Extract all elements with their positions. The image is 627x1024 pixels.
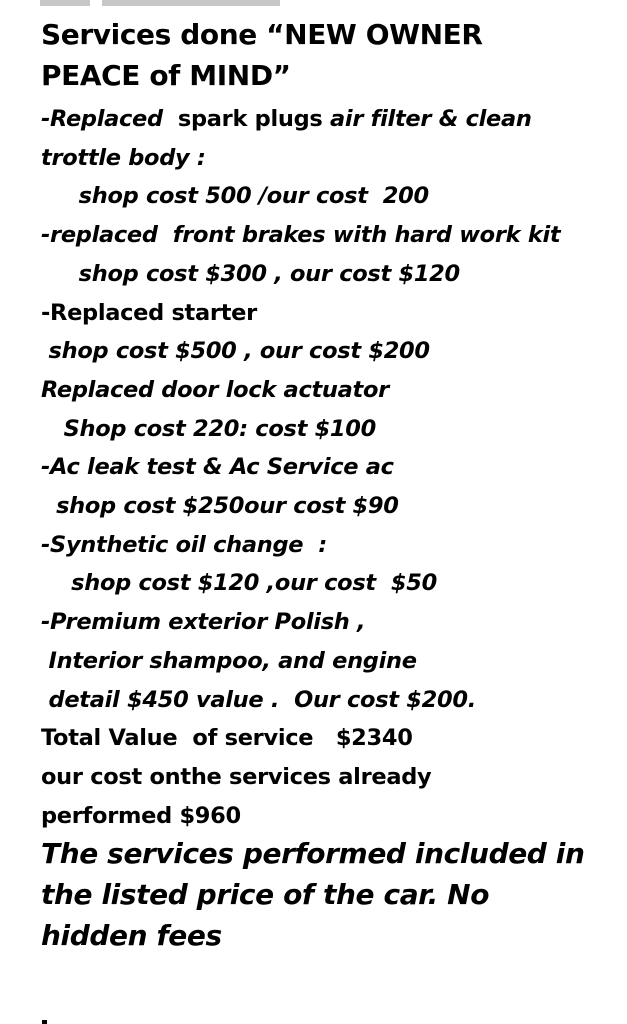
service-line — [41, 642, 601, 681]
document-body — [41, 14, 601, 956]
service-line — [41, 332, 601, 371]
line-text: Interior shampoo, and engine — [41, 647, 417, 674]
service-line — [41, 139, 601, 178]
line-text: -Premium exterior Polish , — [41, 609, 366, 636]
service-line — [41, 719, 601, 758]
service-line — [41, 526, 601, 565]
line-text: trottle body : — [41, 144, 206, 171]
line-text: air filter & clean — [330, 106, 532, 132]
line-text: shop cost $500 , our cost $200 — [41, 338, 430, 365]
line-text: -Replaced — [41, 106, 178, 132]
line-text: -Ac leak test & Ac Service ac — [41, 454, 394, 481]
service-line — [41, 294, 601, 333]
line-text: -replaced front brakes with hard work kit — [41, 222, 561, 249]
line-text: detail $450 value . Our cost $200. — [41, 686, 476, 713]
service-line — [41, 448, 601, 487]
line-text: performed $960 — [41, 802, 241, 829]
closing-line: the listed price of the car. No — [41, 878, 490, 912]
service-line — [41, 681, 601, 720]
service-line — [41, 177, 601, 216]
service-line — [41, 487, 601, 526]
service-line — [41, 797, 601, 836]
document-title — [41, 14, 601, 96]
line-text: Total Value of service $2340 — [41, 725, 413, 752]
title-line: PEACE of MIND” — [41, 59, 291, 92]
top-decoration-bar — [40, 0, 280, 6]
line-text: our cost onthe services already — [41, 763, 432, 790]
service-lines — [41, 100, 601, 835]
line-text: shop cost $120 ,our cost $50 — [41, 570, 438, 597]
line-text: -Replaced starter — [41, 299, 257, 326]
line-text: Shop cost 220: cost $100 — [41, 415, 376, 442]
top-bar-segment — [40, 0, 90, 6]
line-text: shop cost 500 /our cost 200 — [41, 183, 429, 210]
bottom-mark — [42, 1020, 47, 1024]
line-text: shop cost $300 , our cost $120 — [41, 260, 460, 287]
service-line — [41, 410, 601, 449]
closing-line: hidden fees — [41, 919, 222, 953]
service-line — [41, 216, 601, 255]
line-text: spark plugs — [177, 106, 331, 132]
title-line: Services done “NEW OWNER — [41, 18, 483, 51]
closing-line: The services performed included in — [41, 837, 585, 871]
service-line — [41, 758, 601, 797]
line-text: -Synthetic oil change : — [41, 531, 328, 558]
service-line — [41, 255, 601, 294]
top-bar-segment — [102, 0, 280, 6]
service-line — [41, 603, 601, 642]
service-line — [41, 371, 601, 410]
line-text: Replaced door lock actuator — [41, 376, 389, 403]
closing-statement — [41, 833, 601, 956]
service-line — [41, 564, 601, 603]
line-text: shop cost $250our cost $90 — [41, 493, 399, 520]
service-line — [41, 100, 601, 139]
